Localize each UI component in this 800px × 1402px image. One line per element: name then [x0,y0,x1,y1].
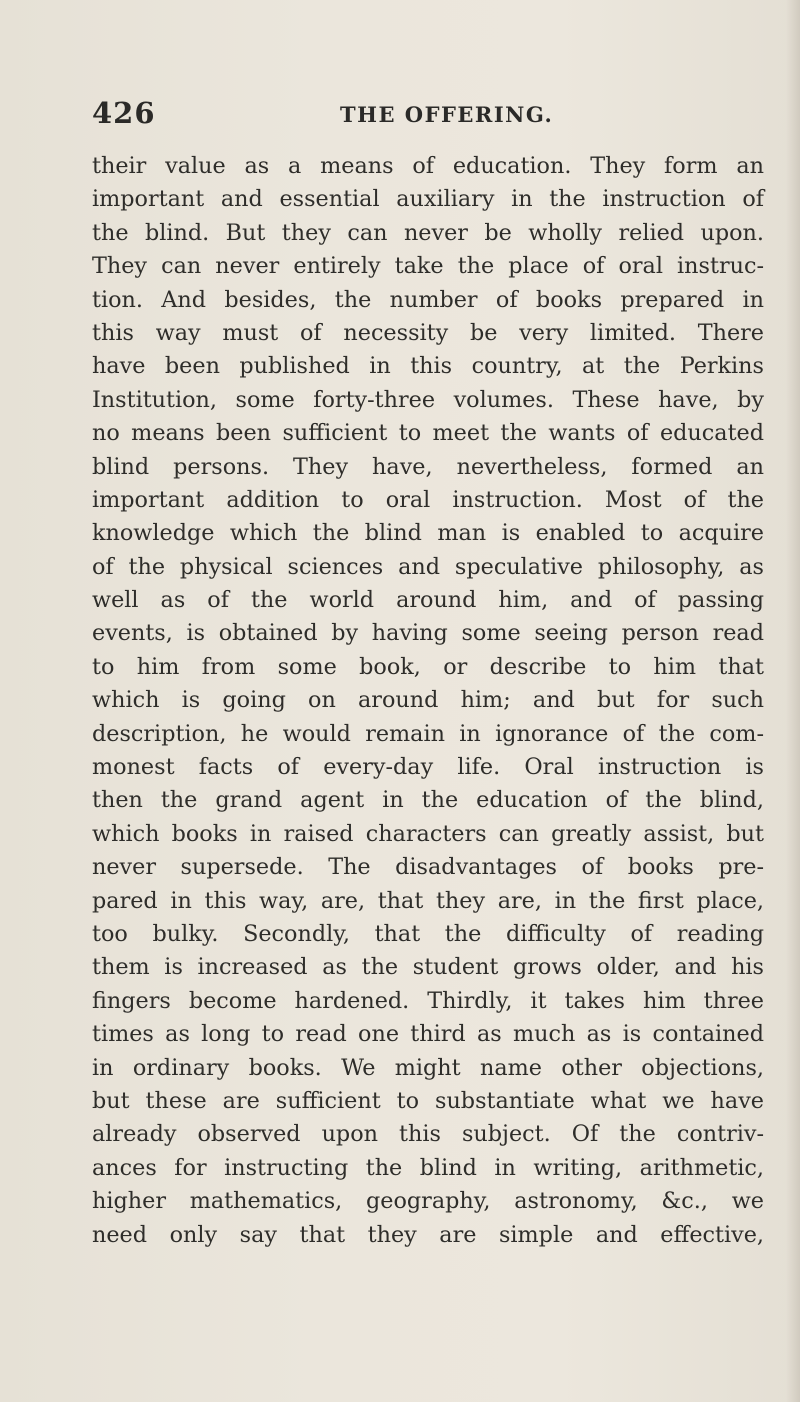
page-number: 426 [92,96,156,130]
text-line: no means been sufficient to meet the wants of educated [92,420,764,447]
text-line: monest facts of every-day life. Oral instruction is [92,754,764,781]
text-line: but these are sufficient to substantiate what we have [92,1087,764,1114]
text-line: ances for instructing the blind in writing, arithmetic, [92,1154,764,1181]
text-line: of the physical sciences and speculative philosophy, as [92,553,764,580]
text-line: tion. And besides, the number of books prepared in [92,286,764,313]
text-line: pared in this way, are, that they are, in the first place, [92,887,764,914]
text-line: They can never entirely take the place of oral instruc- [92,253,764,280]
text-line: in ordinary books. We might name other objections, [92,1054,764,1081]
text-line: them is increased as the student grows older, and his [92,954,764,981]
page-header [92,96,764,136]
text-line: the blind. But they can never be wholly relied upon. [92,219,764,246]
text-line: to him from some book, or describe to him that [92,653,764,680]
text-line: knowledge which the blind man is enabled to acquire [92,520,764,547]
page-edge-shadow [786,0,800,1402]
text-line: important and essential auxiliary in the instruction of [92,186,764,213]
text-line: this way must of necessity be very limited. There [92,319,764,346]
text-line: times as long to read one third as much as is contained [92,1021,764,1048]
body-text [92,150,764,1252]
text-line: their value as a means of education. They form an [92,153,764,179]
text-line: already observed upon this subject. Of the contriv- [92,1121,764,1148]
text-line: description, he would remain in ignorance of the com- [92,720,764,747]
text-line: well as of the world around him, and of passing [92,587,764,614]
text-line: important addition to oral instruction. Most of the [92,486,764,513]
running-head: THE OFFERING. [340,102,554,127]
text-line: Institution, some forty-three volumes. These have, by [92,386,764,413]
text-line: blind persons. They have, nevertheless, formed an [92,453,764,480]
text-line: need only say that they are simple and effective, [92,1221,764,1248]
text-line: too bulky. Secondly, that the difficulty of reading [92,920,764,947]
text-line: then the grand agent in the education of the blind, [92,787,764,814]
text-line: have been published in this country, at the Perkins [92,353,764,380]
text-line: events, is obtained by having some seeing person read [92,620,764,647]
text-line: which books in raised characters can greatly assist, but [92,820,764,847]
text-line: higher mathematics, geography, astronomy, &c., we [92,1188,764,1215]
text-line: fingers become hardened. Thirdly, it takes him three [92,987,764,1014]
text-line: which is going on around him; and but for such [92,687,764,714]
text-line: never supersede. The disadvantages of books pre- [92,854,764,881]
